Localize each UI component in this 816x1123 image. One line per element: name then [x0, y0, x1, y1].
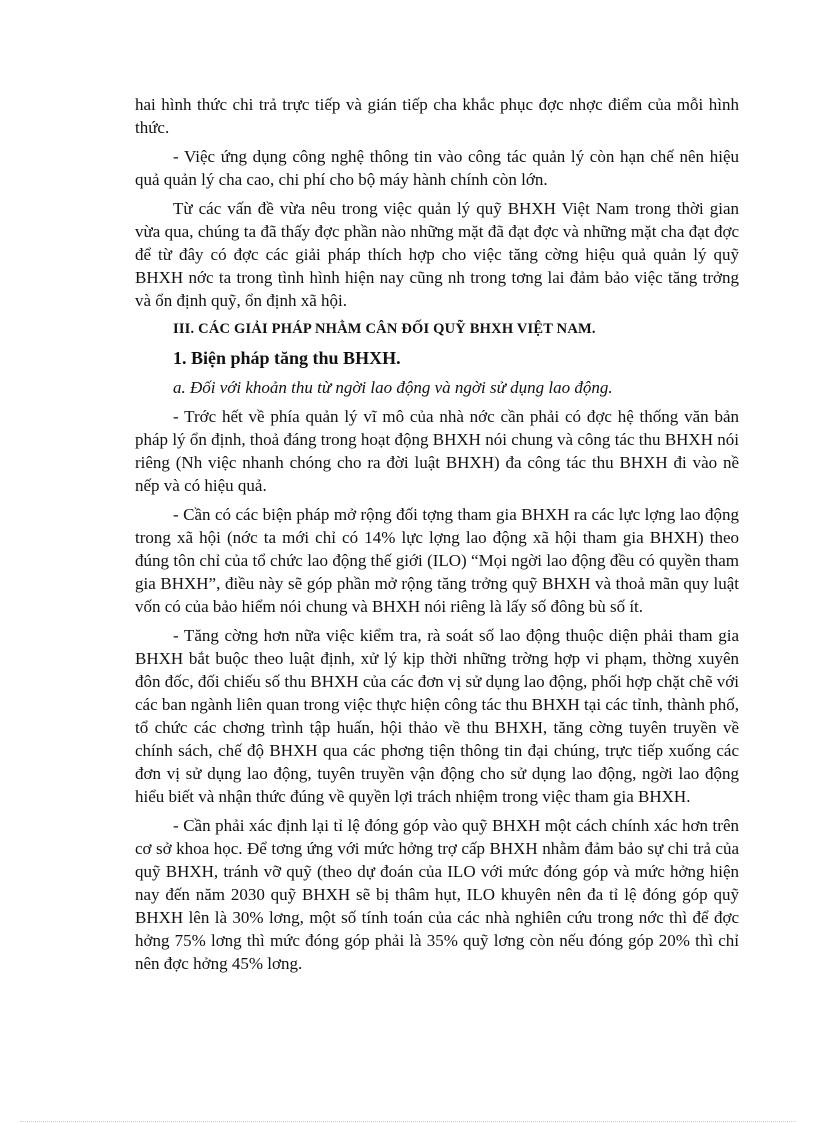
body-paragraph-legal: - Trớc hết về phía quản lý vĩ mô của nhà nớc cần phải có đợc hệ thống văn bản pháp lý ổn định, thoả đáng trong hoạt động BHXH nói chung và công tác thu BHXH nói riêng (Nh việc nhanh chóng cho ra đời luật BHXH) đa công tác thu BHXH đi vào nề nếp và có hiệu quả. — [135, 407, 739, 495]
body-paragraph-coverage: - Cần có các biện pháp mở rộng đối tợng tham gia BHXH ra các lực lợng lao động trong xã hội (nớc ta mới chỉ có 14% lực lợng lao động xã hội tham gia BHXH) theo đúng tôn chỉ của tổ chức lao động thế giới (ILO) “Mọi ngời lao động đều có quyền tham gia BHXH”, điều này sẽ góp phần mở rộng tăng trởng quỹ BHXH và thoả mãn quy luật vốn có của bảo hiểm nói chung và BHXH nói riêng là lấy số đông bù số ít. — [135, 505, 739, 616]
body-paragraph-inspection: - Tăng cờng hơn nữa việc kiểm tra, rà soát số lao động thuộc diện phải tham gia BHXH bắt buộc theo luật định, xử lý kịp thời những trờng hợp vi phạm, thờng xuyên đôn đốc, đối chiếu số thu BHXH của các đơn vị sử dụng lao động, phối hợp chặt chẽ với các ban ngành liên quan trong việc thực hiện công tác thu BHXH tại các tỉnh, thành phố, tổ chức các chơng trình tập huấn, hội thảo về thu BHXH, tăng cờng tuyên truyền về chính sách, chế độ BHXH qua các phơng tiện thông tin đại chúng, trực tiếp xuống các đơn vị sử dụng lao động, tuyên truyền vận động cho sử dụng lao động, ngời lao động hiểu biết và nhận thức đúng về quyền lợi trách nhiệm trong việc tham gia BHXH. — [135, 626, 739, 806]
body-paragraph-contribution-rate: - Cần phải xác định lại tỉ lệ đóng góp vào quỹ BHXH một cách chính xác hơn trên cơ sở khoa học. Để tơng ứng với mức hởng trợ cấp BHXH nhằm đảm bảo sự chi trả của quỹ BHXH, tránh vỡ quỹ (theo dự đoán của ILO với mức đóng góp và mức hởng hiện nay đến năm 2030 quỹ BHXH sẽ bị thâm hụt, ILO khuyên nên đa tỉ lệ đóng góp quỹ BHXH lên là 30% lơng, một số tính toán của các nhà nghiên cứu trong nớc thì để đợc hởng 75% lơng thì mức đóng góp phải là 35% quỹ lơng còn nếu đóng góp 20% thì chỉ nên đợc hởng 45% lơng. — [135, 816, 739, 973]
section-heading: III. CÁC GIẢI PHÁP NHẰM CÂN ĐỐI QUỸ BHXH VIỆT NAM. — [173, 321, 596, 337]
document-page — [135, 93, 739, 981]
paragraph-continuation: hai hình thức chi trả trực tiếp và gián tiếp cha khắc phục đợc nhợc điểm của mỗi hình thức. — [135, 95, 739, 137]
subsection-heading: 1. Biện pháp tăng thu BHXH. — [173, 348, 401, 368]
paragraph-it-limitation: - Việc ứng dụng công nghệ thông tin vào công tác quản lý còn hạn chế nên hiệu quả quản lý cha cao, chi phí cho bộ máy hành chính còn lớn. — [135, 147, 739, 189]
sub-item-heading: a. Đối với khoản thu từ ngời lao động và ngời sử dụng lao động. — [173, 378, 613, 397]
page-bottom-divider — [20, 1121, 796, 1122]
paragraph-summary: Từ các vấn đề vừa nêu trong việc quản lý quỹ BHXH Việt Nam trong thời gian vừa qua, chúng ta đã thấy đợc phần nào những mặt đã đạt đợc và những mặt cha đạt đợc để từ đây có đợc các giải pháp thích hợp cho việc tăng cờng hiệu quả quản lý quỹ BHXH nớc ta trong tình hình hiện nay cũng nh trong tơng lai đảm bảo việc tăng trởng và ổn định quỹ, ổn định xã hội. — [135, 199, 739, 310]
